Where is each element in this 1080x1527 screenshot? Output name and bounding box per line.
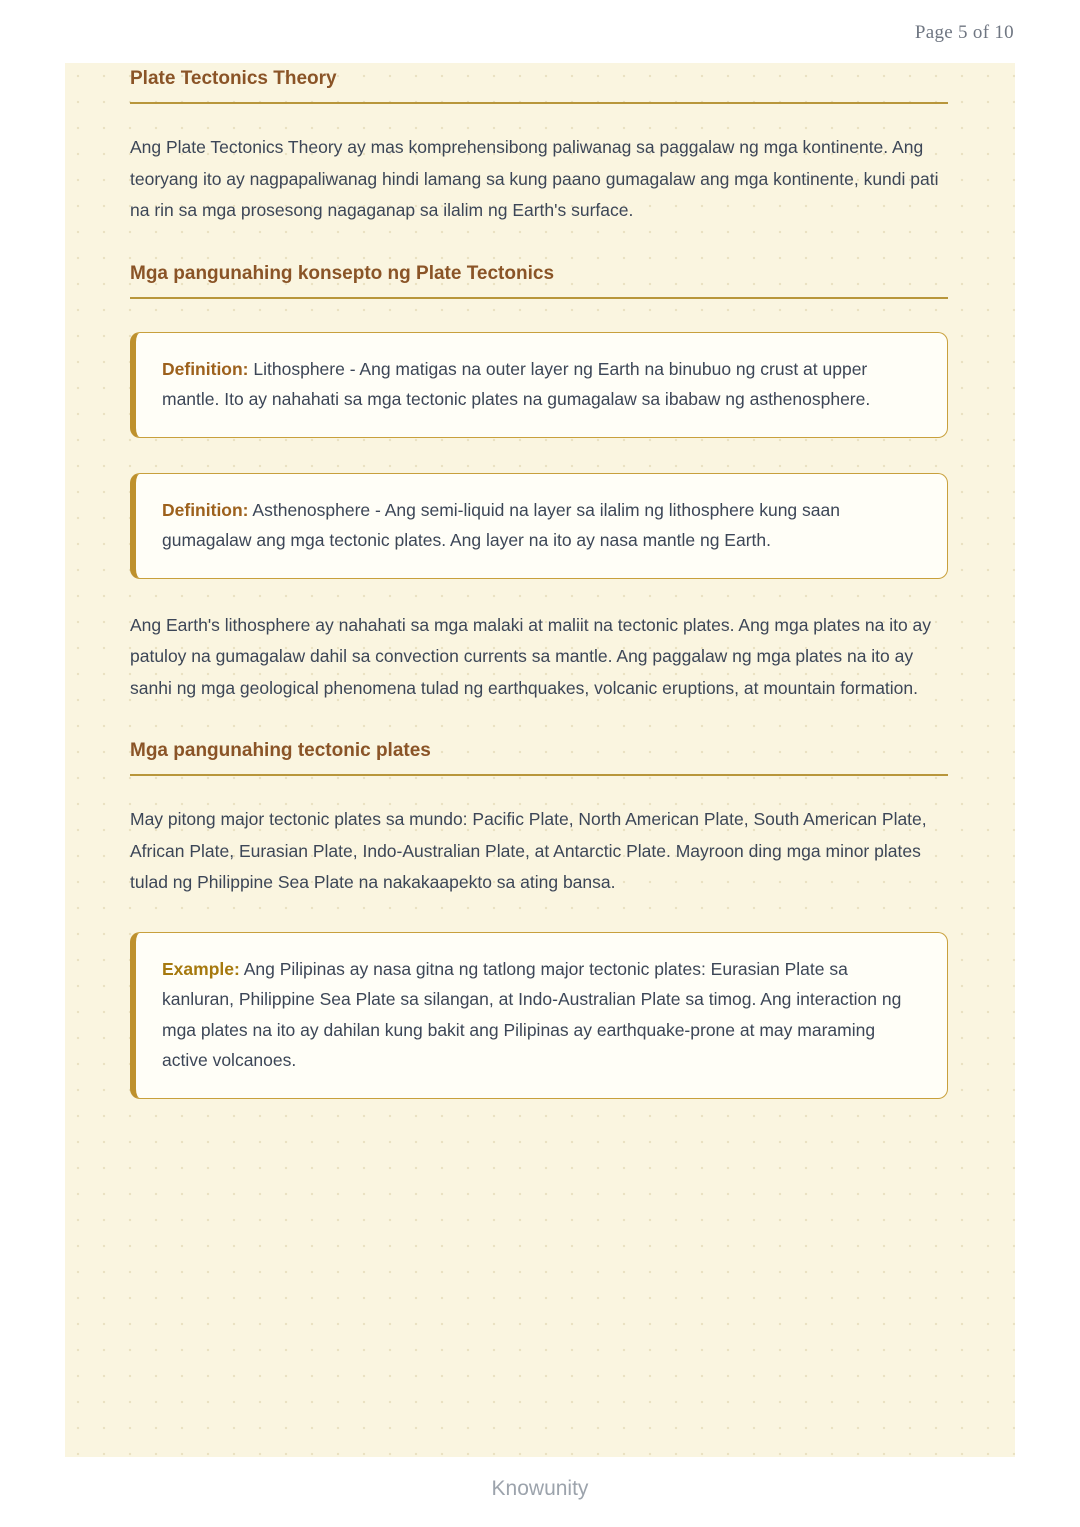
definition-label: Definition:: [162, 499, 249, 520]
definition-body: Lithosphere - Ang matigas na outer layer ng Earth na binubuo ng crust at upper mantle. Ito ay nahahati sa mga tectonic plates na gumagalaw sa ibabaw ng asthenosphere.: [162, 358, 871, 409]
heading-rule: [130, 102, 948, 104]
heading-pangunahing-tectonic-plates: Mga pangunahing tectonic plates: [130, 740, 431, 761]
definition-callout-lithosphere: [130, 332, 948, 438]
heading-konsepto-plate-tectonics: Mga pangunahing konsepto ng Plate Tectonics: [130, 262, 555, 284]
paragraph-lithosphere-plates: Ang Earth's lithosphere ay nahahati sa mga malaki at maliit na tectonic plates. Ang mga plates na ito ay patuloy na gumagalaw dahil sa convection currents sa mantle. Ang paggalaw ng mga plates na ito ay sanhi ng mga geological phenomena tulad ng earthquakes, volcanic eruptions, at mountain formation.: [130, 614, 932, 698]
definition-callout-asthenosphere: [130, 473, 948, 579]
heading-rule: [130, 297, 948, 299]
example-body: Ang Pilipinas ay nasa gitna ng tatlong major tectonic plates: Eurasian Plate sa kanluran, Philippine Sea Plate sa silangan, at Indo-Australian Plate sa timog. Ang interaction ng mga plates na ito ay dahilan kung bakit ang Pilipinas ay earthquake-prone at may maraming active volcanoes.: [162, 958, 902, 1070]
heading-plate-tectonics-theory: Plate Tectonics Theory: [130, 68, 337, 89]
definition-label: Definition:: [162, 358, 249, 379]
knowunity-footer-brand: Knowunity: [491, 1477, 589, 1500]
document-card: [65, 63, 1015, 1457]
heading-rule: [130, 774, 948, 776]
callout-text: [162, 354, 917, 415]
page-number: Page 5 of 10: [914, 22, 1014, 43]
definition-body: Asthenosphere - Ang semi-liquid na layer sa ilalim ng lithosphere kung saan gumagalaw ang mga tectonic plates. Ang layer na ito ay nasa mantle ng Earth.: [162, 499, 840, 550]
paragraph-major-plates: May pitong major tectonic plates sa mundo: Pacific Plate, North American Plate, South American Plate, African Plate, Eurasian Plate, Indo-Australian Plate, at Antarctic Plate. Mayroon ding mga minor plates tulad ng Philippine Sea Plate na nakakaapekto sa ating bansa.: [130, 809, 927, 892]
paragraph-intro: Ang Plate Tectonics Theory ay mas komprehensibong paliwanag sa paggalaw ng mga kontinente. Ang teoryang ito ay nagpapaliwanag hindi lamang sa kung paano gumagalaw ang mga kontinente, kundi pati na rin sa mga prosesong nagaganap sa ilalim ng Earth's surface.: [130, 137, 939, 220]
example-callout-philippines: [130, 932, 948, 1099]
callout-text: [162, 495, 917, 556]
callout-text: [162, 954, 917, 1076]
example-label: Example:: [162, 958, 240, 979]
